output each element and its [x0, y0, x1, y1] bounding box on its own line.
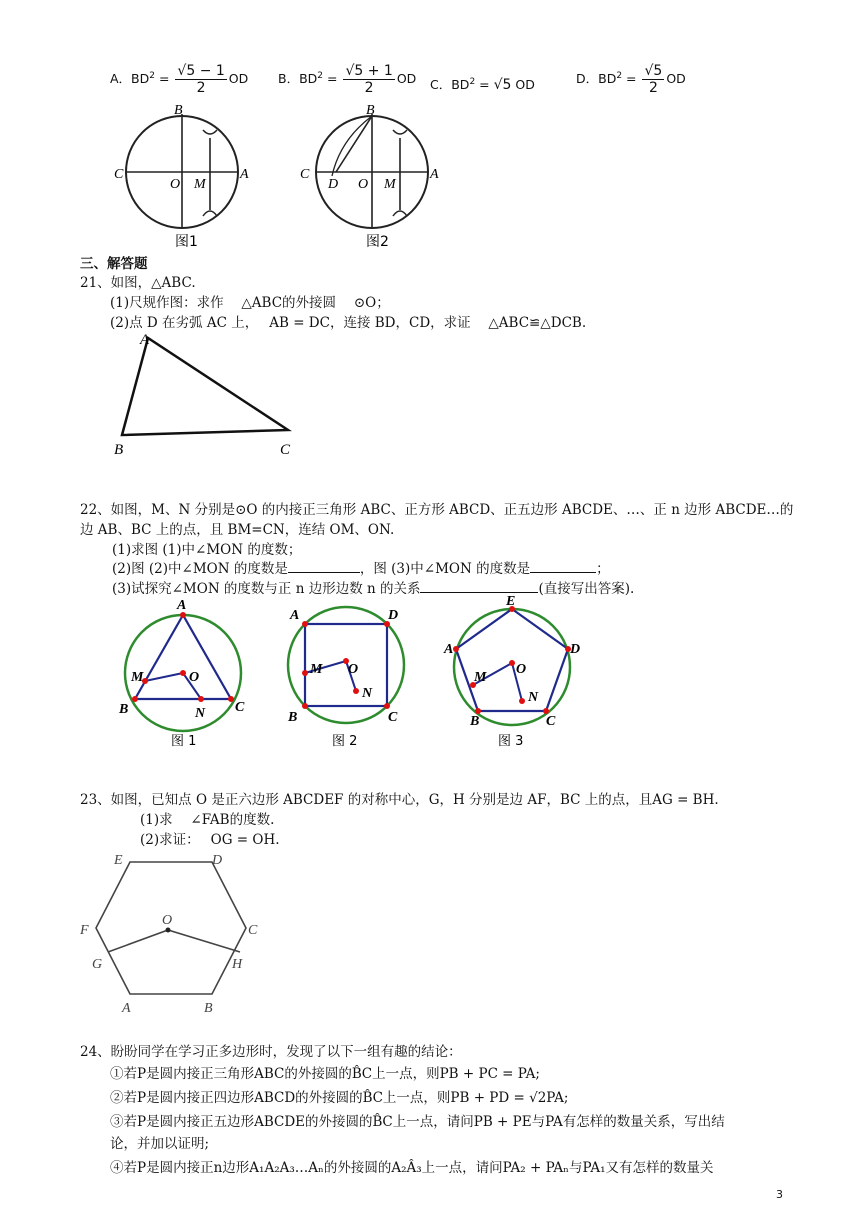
label-c: C: [280, 442, 291, 458]
label-b: B: [174, 103, 183, 118]
label-c: C: [546, 714, 556, 729]
q23-part1: (1)求 ∠FAB的度数.: [140, 812, 275, 828]
q22-part1: (1)求图 (1)中∠MON 的度数；: [112, 542, 302, 558]
q23-part2: (2)求证： OG = OH.: [140, 832, 280, 848]
label-b: B: [114, 442, 124, 458]
q22-head2: 边 AB、BC 上的点，且 BM=CN，连结 OM、ON.: [80, 522, 395, 538]
label-o: O: [358, 177, 369, 192]
label-n: N: [362, 686, 373, 701]
q20-option-b: B．$BD^2$ = $\frac{√5 + 1}{2}$ OD: [278, 63, 417, 96]
page-number: 3: [776, 1188, 783, 1201]
q21-triangle-figure: [108, 330, 308, 460]
label-o: O: [516, 662, 527, 677]
q20-figure-1: [110, 100, 260, 250]
label-c: C: [248, 923, 258, 938]
answer-blank: [288, 572, 360, 573]
label-b: B: [288, 710, 298, 725]
label-b: B: [204, 1001, 213, 1016]
fig1-caption: 图1: [175, 234, 198, 250]
q22-figure-2: [284, 595, 414, 750]
q21-head: 21、如图，△ABC.: [80, 275, 196, 291]
label-m: M: [310, 662, 323, 677]
label-b: B: [366, 103, 375, 118]
label-a: A: [430, 167, 439, 182]
label-a: A: [140, 332, 150, 348]
label-a: A: [240, 167, 249, 182]
label-m: M: [474, 670, 487, 685]
q24-item-1: ①若P是圆内接正三角形ABC的外接圆的B̂C上一点，则PB + PC = PA;: [110, 1066, 540, 1082]
label-h: H: [232, 957, 243, 972]
label-m: M: [131, 670, 144, 685]
q24-item-4: ④若P是圆内接正n边形A₁A₂A₃…Aₙ的外接圆的A₂Â₃上一点，请问PA₂ + PAₙ与PA₁又有怎样的数量关: [110, 1160, 714, 1176]
q24-item-3-cont: 论，并加以证明;: [110, 1136, 210, 1152]
label-g: G: [92, 957, 103, 972]
q20-option-d: D．$BD^2$ = $\frac{√5}{2}$ OD: [576, 63, 686, 96]
label-o: O: [170, 177, 181, 192]
label-a: A: [177, 598, 187, 613]
q22-figure-3: [440, 593, 590, 750]
label-a: A: [290, 608, 300, 623]
q20-figure-2: [296, 100, 446, 250]
label-m: M: [384, 177, 396, 192]
label-d: D: [570, 642, 581, 657]
label-c: C: [388, 710, 398, 725]
section-title: 三、解答题: [80, 256, 148, 272]
label-d: D: [212, 853, 223, 868]
label-a: A: [444, 642, 454, 657]
q21-part2: (2)点 D 在劣弧 AC 上， AB = DC，连接 BD，CD，求证 △ABC≌△DCB.: [110, 315, 587, 331]
q22-figure-1: [115, 595, 255, 750]
label-n: N: [195, 706, 206, 721]
label-c: C: [300, 167, 310, 182]
label-o: O: [348, 662, 359, 677]
fig2-caption: 图 2: [332, 734, 358, 749]
label-c: C: [235, 700, 245, 715]
answer-blank: [530, 572, 596, 573]
label-e: E: [114, 853, 123, 868]
label-e: E: [506, 594, 516, 609]
fig3-caption: 图 3: [498, 734, 524, 749]
q23-hexagon-figure: [76, 848, 276, 1018]
fig1-caption: 图 1: [171, 734, 197, 749]
fig2-caption: 图2: [366, 234, 389, 250]
q24-head: 24、盼盼同学在学习正多边形时，发现了以下一组有趣的结论：: [80, 1044, 462, 1060]
label-m: M: [194, 177, 206, 192]
label-a: A: [122, 1001, 131, 1016]
q22-part2: (2)图 (2)中∠MON 的度数是 ，图 (3)中∠MON 的度数是 ；: [112, 561, 610, 577]
label-d: D: [328, 177, 339, 192]
label-d: D: [388, 608, 399, 623]
q20-option-c: C．$BD^2 = √5$ OD: [430, 76, 535, 93]
q23-head: 23、如图，已知点 O 是正六边形 ABCDEF 的对称中心，G，H 分别是边 AF，BC 上的点，且AG = BH.: [80, 792, 719, 808]
q21-part1: (1)尺规作图：求作 △ABC的外接圆 ⊙O；: [110, 295, 390, 311]
label-o: O: [162, 913, 173, 928]
label-c: C: [114, 167, 124, 182]
q22-part3: (3)试探究∠MON 的度数与正 n 边形边数 n 的关系 (直接写出答案).: [112, 581, 635, 597]
q20-option-a: A．$BD^2$ = $\frac{√5 - 1}{2}$ OD: [110, 63, 249, 96]
q24-item-3: ③若P是圆内接正五边形ABCDE的外接圆的B̂C上一点，请问PB + PE与PA有怎样的数量关系，写出结: [110, 1114, 725, 1130]
label-o: O: [189, 670, 200, 685]
label-b: B: [470, 714, 480, 729]
label-n: N: [528, 690, 539, 705]
label-b: B: [119, 702, 129, 717]
label-f: F: [80, 923, 89, 938]
q24-item-2: ②若P是圆内接正四边形ABCD的外接圆的B̂C上一点，则PB + PD = √2PA;: [110, 1090, 569, 1106]
q22-head: 22、如图，M、N 分别是⊙O 的内接正三角形 ABC、正方形 ABCD、正五边形 ABCDE、…、正 n 边形 ABCDE…的: [80, 502, 794, 518]
